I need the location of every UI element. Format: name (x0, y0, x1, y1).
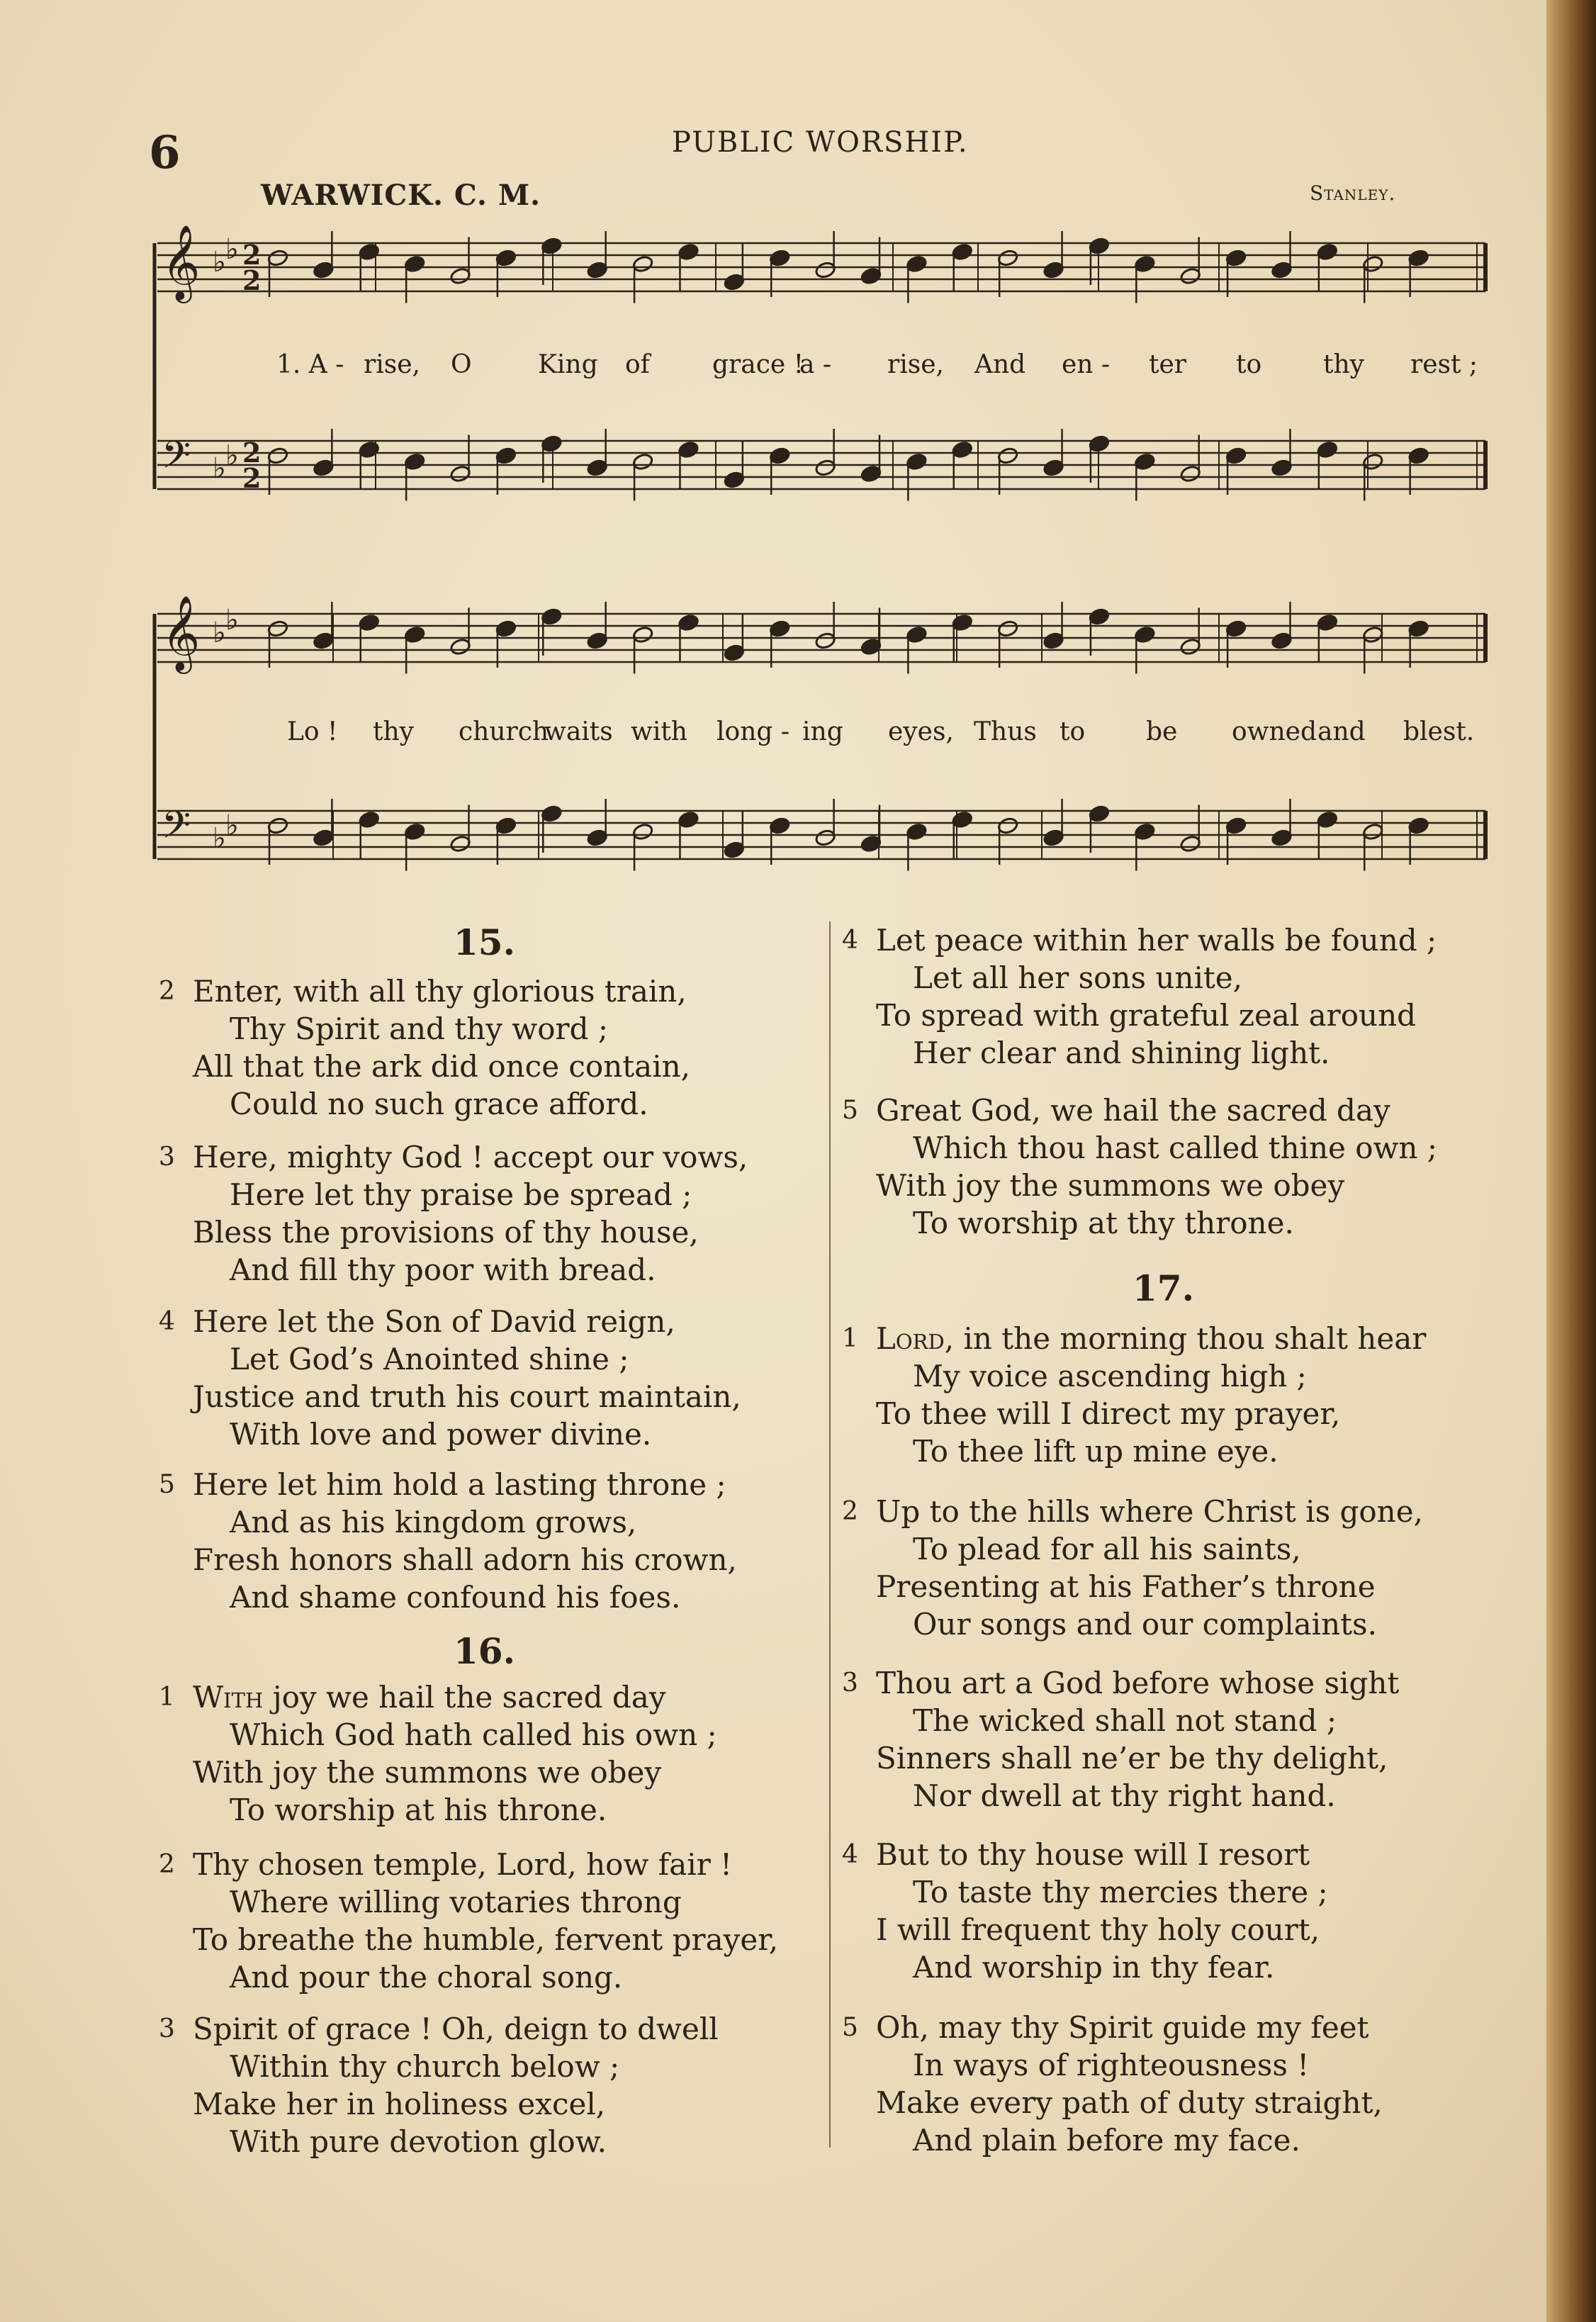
note-head (586, 632, 608, 650)
column-divider (829, 921, 831, 2148)
note-head (1179, 267, 1201, 286)
note-head (495, 619, 517, 638)
verse-line: Within thy church below ; (230, 2049, 620, 2084)
verse-line: With joy we hail the sacred day (193, 1680, 666, 1715)
note-head (495, 817, 517, 835)
verse-line: But to thy house will I resort (876, 1837, 1310, 1872)
lyric-syllable: O (451, 350, 472, 379)
lyric-syllable: rest ; (1410, 350, 1478, 379)
note-head (541, 434, 563, 453)
verse-line: Make her in holiness excel, (193, 2087, 606, 2121)
note-head (1043, 632, 1064, 650)
verse-line: And plain before my face. (913, 2123, 1300, 2158)
verse-line: Enter, with all thy glorious train, (193, 974, 687, 1009)
page-number: 6 (149, 126, 181, 179)
time-sig: 2 (242, 264, 262, 296)
verse (159, 1678, 717, 1829)
verse (159, 1138, 748, 1289)
note-head (358, 243, 380, 262)
verse-line: Make every path of duty straight, (876, 2085, 1383, 2120)
verse-line: To worship at his throne. (230, 1793, 607, 1827)
note-head (541, 804, 563, 823)
verse (159, 1303, 741, 1453)
verse-line: To thee lift up mine eye. (913, 1434, 1279, 1469)
verse-line: Let God’s Anointed shine ; (230, 1342, 629, 1376)
note-head (678, 614, 699, 632)
key-flat: ♭ (225, 439, 239, 472)
tune-name: WARWICK. (261, 179, 444, 212)
verse-line: Could no such grace afford. (230, 1087, 648, 1121)
verse-line: Let peace within her walls be found ; (876, 923, 1437, 958)
note-head (358, 614, 380, 632)
note-head (449, 835, 471, 853)
verse-line: Spirit of grace ! Oh, deign to dwell (193, 2012, 719, 2046)
verse (842, 1320, 1427, 1470)
key-flat: ♭ (213, 822, 226, 855)
note-head (1271, 829, 1293, 847)
verse-number: 2 (842, 1497, 858, 1526)
note-head (814, 261, 836, 279)
verse-line: Thou art a God before whose sight (876, 1666, 1400, 1700)
verse-line: With joy the summons we obey (193, 1755, 662, 1790)
lyric-syllable: be (1146, 717, 1178, 746)
verse-line: To taste thy mercies there ; (913, 1875, 1328, 1909)
verse-first-word: With (193, 1680, 264, 1715)
verse-line: I will frequent thy holy court, (876, 1912, 1320, 1947)
verse-line: And as his kingdom grows, (230, 1505, 637, 1539)
note-head (1407, 619, 1429, 638)
verse-line: With pure devotion glow. (230, 2124, 607, 2159)
verse-first-word: Lord (876, 1321, 945, 1356)
note-head (1362, 626, 1384, 644)
verse-line: Here let him hold a lasting throne ; (193, 1467, 726, 1502)
note-head (860, 465, 882, 483)
note-head (1043, 459, 1064, 477)
note-head (906, 255, 928, 274)
time-sig: 2 (242, 437, 262, 469)
note-head (1362, 823, 1384, 841)
note-head (951, 811, 973, 829)
note-head (404, 453, 426, 471)
verse-line: Which God hath called his own ; (230, 1717, 717, 1752)
verse-number: 2 (159, 977, 175, 1006)
note-head (449, 638, 471, 656)
clef-treble: 𝄞 (162, 595, 201, 671)
verse-line: All that the ark did once contain, (193, 1049, 691, 1084)
note-head (724, 471, 746, 489)
note-head (724, 644, 746, 662)
verse-line: To plead for all his saints, (913, 1532, 1301, 1566)
verse-line: Thy Spirit and thy word ; (230, 1011, 609, 1046)
note-head (769, 249, 791, 267)
note-head (1407, 817, 1429, 835)
music-score (0, 0, 1596, 907)
note-head (1317, 441, 1339, 459)
note-head (495, 447, 517, 465)
verse-line: Our songs and our complaints. (913, 1607, 1377, 1642)
note-head (951, 614, 973, 632)
verse-line: And fill thy poor with bread. (230, 1252, 656, 1287)
lyric-syllable: rise, (364, 350, 420, 379)
verse-line: Presenting at his Father’s throne (876, 1569, 1376, 1604)
verse-line: Lord, in the morning thou shalt hear (876, 1321, 1427, 1356)
note-head (358, 441, 380, 459)
verse-number: 5 (159, 1470, 175, 1499)
note-head (541, 237, 563, 255)
note-head (632, 255, 654, 274)
note-head (586, 261, 608, 279)
note-head (814, 829, 836, 847)
hymn-number-15: 15. (454, 921, 515, 963)
verse-line: With love and power divine. (230, 1417, 652, 1452)
note-head (1089, 607, 1111, 626)
verse-number: 1 (159, 1683, 175, 1712)
running-head: PUBLIC WORSHIP. (672, 126, 969, 159)
note-head (814, 459, 836, 477)
note-head (1089, 804, 1111, 823)
lyric-syllable: a - (799, 350, 832, 379)
note-head (267, 817, 289, 835)
lyric-syllable: church (459, 717, 549, 746)
note-head (1134, 453, 1156, 471)
verse (159, 2010, 719, 2160)
note-head (678, 811, 699, 829)
note-head (769, 619, 791, 638)
verse-line: Fresh honors shall adorn his crown, (193, 1542, 737, 1577)
verse-line: Here let the Son of David reign, (193, 1304, 675, 1339)
note-head (1225, 817, 1247, 835)
note-head (1134, 823, 1156, 841)
note-head (267, 447, 289, 465)
note-head (267, 619, 289, 638)
note-head (906, 453, 928, 471)
hymn-number-17: 17. (1133, 1267, 1194, 1309)
note-head (632, 453, 654, 471)
note-head (1362, 255, 1384, 274)
verse-number: 3 (159, 1143, 175, 1172)
lyric-syllable: grace ! (712, 350, 804, 379)
verse-line: And worship in thy fear. (913, 1950, 1275, 1985)
note-head (632, 823, 654, 841)
time-sig: 2 (242, 462, 262, 494)
lyric-syllable: of (625, 350, 650, 379)
verse-number: 5 (842, 2013, 858, 2042)
hymn-number-16: 16. (454, 1630, 515, 1672)
verse-line: Where willing votaries throng (230, 1885, 682, 1919)
note-head (313, 459, 335, 477)
verse-line: Sinners shall ne’er be thy delight, (876, 1741, 1388, 1776)
lyric-syllable: thy (1323, 350, 1364, 379)
note-head (449, 267, 471, 286)
verse-line: In ways of righteousness ! (913, 2048, 1310, 2082)
key-flat: ♭ (213, 246, 226, 279)
lyric-syllable: blest. (1403, 717, 1475, 746)
verse-line: Let all her sons unite, (913, 960, 1242, 995)
note-head (404, 626, 426, 644)
note-head (724, 841, 746, 859)
note-head (1089, 434, 1111, 453)
note-head (769, 447, 791, 465)
lyric-syllable: to (1060, 717, 1086, 746)
key-flat: ♭ (225, 233, 239, 266)
note-head (313, 261, 335, 279)
verse-line: Thy chosen temple, Lord, how fair ! (193, 1847, 733, 1882)
verse-number: 4 (159, 1307, 175, 1336)
verse-line: Up to the hills where Christ is gone, (876, 1494, 1423, 1529)
note-head (678, 441, 699, 459)
key-flat: ♭ (225, 809, 239, 842)
verse-number: 4 (842, 926, 858, 955)
note-head (1271, 459, 1293, 477)
lyric-syllable: Lo ! (287, 717, 338, 746)
verse-number: 1 (842, 1324, 858, 1353)
verse-number: 3 (842, 1668, 858, 1698)
note-head (1179, 835, 1201, 853)
verse-line: Bless the provisions of thy house, (193, 1215, 699, 1250)
note-head (1271, 632, 1293, 650)
verse-line: The wicked shall not stand ; (913, 1703, 1337, 1738)
note-head (678, 243, 699, 262)
tune-meter: C. M. (454, 179, 541, 212)
note-head (541, 607, 563, 626)
lyric-syllable: 1. A - (276, 350, 344, 379)
verse-number: 2 (159, 1850, 175, 1879)
note-head (1317, 614, 1339, 632)
lyric-syllable: with (631, 717, 687, 746)
verse-line: Justice and truth his court maintain, (193, 1379, 741, 1414)
note-head (1134, 626, 1156, 644)
note-head (951, 243, 973, 262)
verse-line: To breathe the humble, fervent prayer, (193, 1922, 779, 1957)
verse-number: 3 (159, 2014, 175, 2043)
note-head (1407, 249, 1429, 267)
verse (842, 2009, 1383, 2159)
note-head (997, 817, 1019, 835)
note-head (1225, 249, 1247, 267)
lyric-syllable: long - (716, 717, 790, 746)
lyric-syllable: en - (1062, 350, 1111, 379)
note-head (997, 447, 1019, 465)
note-head (1134, 255, 1156, 274)
note-head (1317, 811, 1339, 829)
note-head (1362, 453, 1384, 471)
verse (159, 1466, 737, 1616)
note-head (906, 626, 928, 644)
lyric-syllable: Thus (974, 717, 1037, 746)
note-head (586, 459, 608, 477)
note-head (449, 465, 471, 483)
verse-line: Her clear and shining light. (913, 1036, 1330, 1070)
verse-line: Here let thy praise be spread ; (230, 1177, 692, 1212)
note-head (586, 829, 608, 847)
verse (842, 1493, 1423, 1643)
key-flat: ♭ (225, 604, 239, 636)
lyric-syllable: And (974, 350, 1026, 379)
clef-bass: 𝄢 (162, 804, 191, 856)
note-head (997, 249, 1019, 267)
verse (159, 1846, 779, 1996)
verse (842, 1664, 1400, 1815)
lyric-syllable: ing (802, 717, 843, 746)
verse-line: With joy the summons we obey (876, 1168, 1345, 1203)
verse-number: 5 (842, 1096, 858, 1125)
note-head (404, 823, 426, 841)
clef-treble: 𝄞 (162, 224, 201, 300)
note-head (313, 632, 335, 650)
clef-bass: 𝄢 (162, 434, 191, 486)
note-head (769, 817, 791, 835)
note-head (1179, 638, 1201, 656)
lyric-syllable: King (538, 350, 598, 379)
key-flat: ♭ (213, 452, 226, 485)
verse-line: Here, mighty God ! accept our vows, (193, 1140, 748, 1174)
note-head (1225, 619, 1247, 638)
note-head (404, 255, 426, 274)
note-head (724, 273, 746, 291)
verse-line: To worship at thy throne. (913, 1206, 1294, 1240)
note-head (267, 249, 289, 267)
verse-number: 4 (842, 1840, 858, 1869)
key-flat: ♭ (213, 617, 226, 649)
time-sig: 2 (242, 239, 262, 271)
verse-line: And pour the choral song. (230, 1960, 623, 1995)
note-head (1179, 465, 1201, 483)
lyric-syllable: ter (1149, 350, 1186, 379)
verse-line: My voice ascending high ; (913, 1359, 1307, 1393)
note-head (1407, 447, 1429, 465)
note-head (997, 619, 1019, 638)
verse (159, 972, 691, 1123)
verse (842, 1836, 1328, 1986)
lyric-syllable: eyes, (888, 717, 954, 746)
lyric-syllable: thy (373, 717, 414, 746)
note-head (1043, 261, 1064, 279)
note-head (1225, 447, 1247, 465)
verse-line: Which thou hast called thine own ; (913, 1131, 1437, 1165)
verse-line: Great God, we hail the sacred day (876, 1093, 1390, 1128)
note-head (860, 267, 882, 286)
verse (842, 921, 1437, 1072)
note-head (951, 441, 973, 459)
note-head (358, 811, 380, 829)
lyric-syllable: waits (544, 717, 613, 746)
verse-line: Oh, may thy Spirit guide my feet (876, 2010, 1369, 2045)
verse-line: To thee will I direct my prayer, (876, 1396, 1341, 1431)
note-head (1317, 243, 1339, 262)
lyric-syllable: and (1317, 717, 1366, 746)
note-head (495, 249, 517, 267)
note-head (814, 632, 836, 650)
composer-name: Stanley. (1310, 181, 1396, 205)
note-head (1043, 829, 1064, 847)
note-head (906, 823, 928, 841)
note-head (632, 626, 654, 644)
lyric-syllable: rise, (887, 350, 944, 379)
note-head (1271, 261, 1293, 279)
note-head (313, 829, 335, 847)
lyric-syllable: owned (1232, 717, 1317, 746)
verse-line: Nor dwell at thy right hand. (913, 1778, 1336, 1813)
verse-line: And shame confound his foes. (230, 1580, 681, 1615)
note-head (1089, 237, 1111, 255)
verse (842, 1092, 1437, 1242)
verse-line: To spread with grateful zeal around (876, 998, 1417, 1033)
lyric-syllable: to (1236, 350, 1262, 379)
